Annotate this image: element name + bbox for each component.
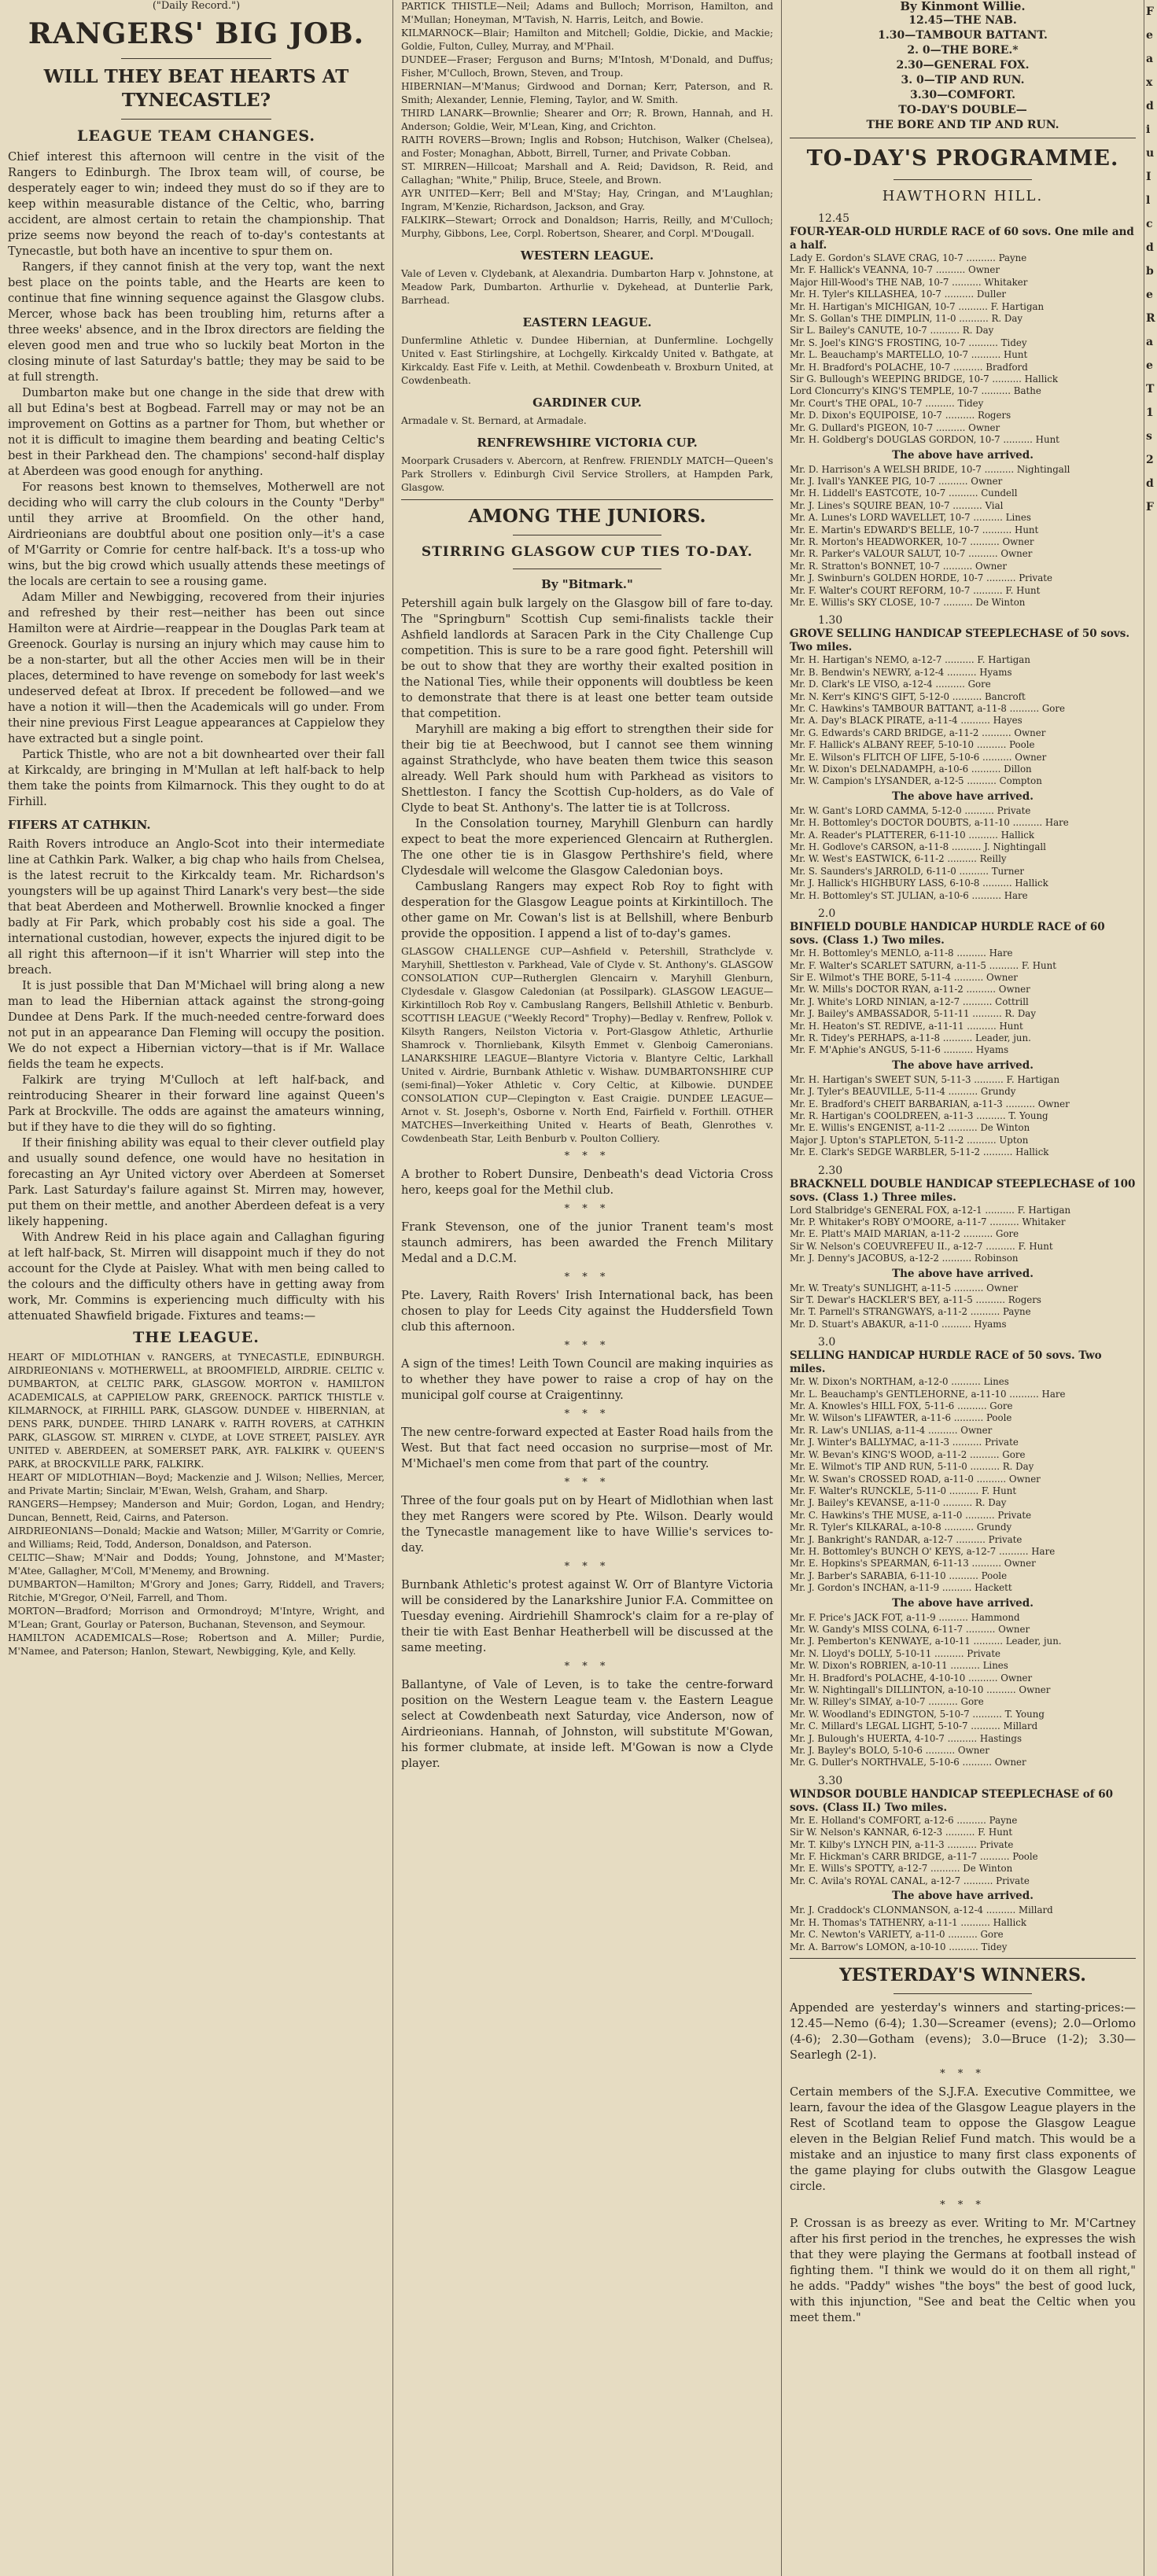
race-entry: Mr. A. Barrow's LOMON, a-10-10 .......... Tidey <box>790 1941 1008 1952</box>
tip-line: 2.30—GENERAL FOX. <box>896 59 1030 72</box>
team-lineup: ST. MIRREN—Hillcoat; Marshall and A. Reid; Davidson, R. Reid, and Callaghan; "White," Philip, Bruce, Steele, and Brown. <box>401 161 773 186</box>
racing-tips <box>790 0 1136 133</box>
race-entry: Mr. F. Hickman's CARR BRIDGE, a-11-7 .......... Poole <box>790 1851 1038 1863</box>
tip-line: 12.45—THE NAB. <box>908 14 1017 27</box>
race-entry: Mr. G. Dullard's PIGEON, 10-7 .......... Owner <box>790 421 1000 433</box>
race-entry: Mr. F. M'Aphie's ANGUS, 5-11-6 .......... Hyams <box>790 1044 1009 1056</box>
race-entry: Mr. J. Bayley's BOLO, 5-10-6 .......... Owner <box>790 1745 989 1757</box>
edge-fragments: F e a x d i u I l c d b e R a e T 1 s 2 d F <box>1146 6 1155 513</box>
subheading-fifers: FIFERS AT CATHKIN. <box>8 818 151 832</box>
yesterdays-winners <box>790 1963 1136 2326</box>
race-entry: Mr. J. Ivall's YANKEE PIG, 10-7 .......... Owner <box>790 475 1003 487</box>
race-entry: Mr. H. Bradford's POLACHE, 10-7 .......... Bradford <box>790 361 1028 373</box>
race-entry: Mr. C. Hawkins's THE MUSE, a-11-0 .......... Private <box>790 1509 1032 1521</box>
paragraph: Maryhill are making a big effort to strengthen their side for their big tie at Beechwood, but I cannot see them winning against Strathclyde, who have beaten them twice this season already. Well Park should hum with Parkhead as visitors to Shettleston. I fancy the Scottish Cup-holders, as do Vale of Clyde to beat St. Anthony's. The latter tie is at Tollcross. <box>401 723 773 815</box>
race-entry: Mr. W. Rilley's SIMAY, a-10-7 .......... Gore <box>790 1696 984 1708</box>
race-time: 2.30 <box>818 1164 843 1177</box>
tip-line: THE BORE AND TIP AND RUN. <box>866 119 1059 131</box>
paragraph: P. Crossan is as breezy as ever. Writing to Mr. M'Cartney after his first period in the trenches, he expresses the wish that they were playing the Germans at football instead of fighting them. "I think we would do it on them all right," he adds. "Paddy" wishes "the boys" the best of good luck, with this injunction, "See and beat the Celtic when you meet them." <box>790 2216 1136 2324</box>
race-entry: Mr. R. Tidey's PERHAPS, a-11-8 .......... Leader, jun. <box>790 1032 1031 1043</box>
race-entry: Mr. F. Price's JACK FOT, a-11-9 .......... Hammond <box>790 1611 1020 1623</box>
race-entry: Mr. J. Tyler's BEAUVILLE, 5-11-4 .......... Grundy <box>790 1086 1016 1098</box>
tip-line: 3.30—COMFORT. <box>910 89 1015 101</box>
programme-heading: TO-DAY'S PROGRAMME. <box>806 146 1119 171</box>
race <box>790 907 1136 1159</box>
race-entry: Sir W. Nelson's COEUVREFEU II., a-12-7 .......... F. Hunt <box>790 1240 1053 1252</box>
paragraph: It is just possible that Dan M'Michael will bring along a new man to lead the Hibernian attack against the strong-going Dundee at Dens Park. If the much-needed centre-forward does not put in an appearance Dan Fleming will occupy the position. We do not expect a Hibernian victory—that is if Mr. Wallace fields the team he expects. <box>8 979 385 1071</box>
race-entry: Mr. E. Clark's SEDGE WARBLER, 5-11-2 .......... Hallick <box>790 1146 1049 1158</box>
race-entry: Mr. W. Nightingall's DILLINTON, a-10-10 .......... Owner <box>790 1684 1051 1695</box>
race-entry: Mr. H. Hartigan's NEMO, a-12-7 .......... F. Hartigan <box>790 654 1030 666</box>
race-entry: Mr. G. Edwards's CARD BRIDGE, a-11-2 .......... Owner <box>790 727 1046 738</box>
team-lineup: DUNDEE—Fraser; Ferguson and Burns; M'Intosh, M'Donald, and Duffus; Fisher, M'Culloch, Brown, Steven, and Troup. <box>401 54 773 79</box>
race-entry: Mr. H. Hartigan's MICHIGAN, 10-7 .......... F. Hartigan <box>790 300 1045 312</box>
race-time: 12.45 <box>818 212 850 225</box>
race-entry: Mr. W. Gant's LORD CAMMA, 5-12-0 .......... Private <box>790 804 1031 816</box>
programme-venue: HAWTHORN HILL. <box>882 188 1044 204</box>
heading-the-league: THE LEAGUE. <box>133 1329 260 1346</box>
race-entry: Mr. W. Dixon's ROBRIEN, a-10-11 .......... Lines <box>790 1660 1008 1672</box>
divider <box>894 179 1032 180</box>
race-entry: Mr. H. Goldberg's DOUGLAS GORDON, 10-7 .......... Hunt <box>790 434 1059 446</box>
paragraph: In the Consolation tourney, Maryhill Glenburn can hardly expect to beat the more experienced Glencairn at Rutherglen. The one other tie is in Glasgow Perthshire's field, where Clydesdale will welcome the Glasgow Caledonian boys. <box>401 817 773 878</box>
race-entry: Mr. D. Clark's LE VISO, a-12-4 .......... Gore <box>790 679 991 690</box>
team-lineup: HEART OF MIDLOTHIAN—Boyd; Mackenzie and J. Wilson; Nellies, Mercer, and Private Martin; Sinclair, M'Ewan, Welsh, Graham, and Sharp. <box>8 1472 385 1496</box>
separator-stars: * * * <box>564 1408 610 1420</box>
race-entry: Major J. Upton's STAPLETON, 5-11-2 .......... Upton <box>790 1134 1029 1146</box>
separator-stars: * * * <box>940 2199 986 2211</box>
paragraph: Dumbarton make but one change in the side that drew with all but Edina's best at Bogbead. Farrell may or may not be an improvement on Gottins as a partner for Thom, but whether or not it is difficult to imagine them bearding and beating Celtic's best in their Parkhead den. The champions' second-half display at Aberdeen was good enough for anything. <box>8 386 385 478</box>
team-lineup: RAITH ROVERS—Brown; Inglis and Robson; Hutchison, Walker (Chelsea), and Foster; Monaghan, Abbott, Birrell, Turner, and Private Cobban. <box>401 134 773 159</box>
race-entry: Mr. A. Knowles's HILL FOX, 5-11-6 .......... Gore <box>790 1400 1013 1412</box>
race-time: 3.30 <box>818 1774 843 1787</box>
race-entry: Mr. W. Bevan's KING'S WOOD, a-11-2 .......... Gore <box>790 1448 1026 1460</box>
race-entry: Mr. W. Dixon's NORTHAM, a-12-0 .......... Lines <box>790 1376 1009 1388</box>
race-entry: Mr. J. Denny's JACOBUS, a-12-2 .......... Robinson <box>790 1253 1019 1264</box>
race-entry: Mr. J. Craddock's CLONMANSON, a-12-4 .......... Millard <box>790 1904 1053 1916</box>
league-fixtures <box>8 1327 385 1658</box>
race-entry: Mr. L. Beauchamp's GENTLEHORNE, a-11-10 .......... Hare <box>790 1388 1066 1400</box>
race-entry: Mr. R. Hartigan's COOLDREEN, a-11-3 .......... T. Young <box>790 1110 1048 1121</box>
arrived-marker: The above have arrived. <box>892 1596 1034 1610</box>
race-card <box>790 212 1136 1953</box>
separator-stars: * * * <box>940 2067 986 2080</box>
tip-line: 3. 0—TIP AND RUN. <box>901 74 1025 86</box>
race-time: 1.30 <box>818 614 843 627</box>
race-title: BRACKNELL DOUBLE HANDICAP STEEPLECHASE of 100 sovs. (Class 1.) Three miles. <box>790 1177 1136 1204</box>
paragraph: Chief interest this afternoon will centre in the visit of the Rangers to Edinburgh. The Ibrox team will, of course, be desperately eager to win; indeed they must do so if they are to keep within measurable distance of the Celtic, who, barring accident, are almost certain to retain the championship. That prize seems now beyond the reach of to-day's contestants at Tynecastle, but both have an incentive to spur them on. <box>8 150 385 258</box>
league-heading: WESTERN LEAGUE. <box>520 248 654 263</box>
race-entry: Mr. C. Newton's VARIETY, a-11-0 .......... Gore <box>790 1929 1004 1941</box>
race-entry: Mr. H. Thomas's TATHENRY, a-11-1 .......... Hallick <box>790 1916 1026 1928</box>
paragraph: With Andrew Reid in his place again and Callaghan figuring at left half-back, St. Mirren will disappoint much if they do not account for the Clyde at Paisley. What with men being called to the colours and the difficulty others have in getting away from work, Mr. Commins is experiencing much difficulty with his attenuated Shawfield brigade. Fixtures and teams:— <box>8 1231 385 1323</box>
race-entry: Mr. J. Lines's SQUIRE BEAN, 10-7 .......... Vial <box>790 499 1004 511</box>
paragraph: If their finishing ability was equal to their clever outfield play and usually sound defence, one would have no hesitation in forecasting an Ayr United victory over Aberdeen at Somerset Park. Last Saturday's failure against St. Mirren may, however, put them on their mettle, and another Aberdeen defeat is a very likely happening. <box>8 1136 385 1228</box>
race-entry: Mr. F. Hallick's ALBANY REEF, 5-10-10 .......... Poole <box>790 739 1035 751</box>
article-juniors <box>401 505 773 1772</box>
race-entry: Mr. Court's THE OPAL, 10-7 .......... Tidey <box>790 397 984 409</box>
race-entry: Mr. W. Campion's LYSANDER, a-12-5 .......... Compton <box>790 775 1042 787</box>
race-time: 3.0 <box>818 1336 836 1349</box>
race-entry: Mr. H. Bradford's POLACHE, 4-10-10 .......... Owner <box>790 1672 1033 1684</box>
race-entry: Mr. T. Kilby's LYNCH PIN, a-11-3 .......... Private <box>790 1838 1014 1850</box>
team-lineup: HAMILTON ACADEMICALS—Rose; Robertson and A. Miller; Purdie, M'Namee, and Paterson; Hanlon, Stewart, Newbigging, Kyle, and Kelly. <box>8 1632 385 1657</box>
race-entry: Mr. H. Bottomley's MENLO, a-11-8 .......... Hare <box>790 948 1013 959</box>
column-3 <box>782 0 1144 2576</box>
paragraph: Falkirk are trying M'Culloch at left half-back, and reintroducing Shearer in their forward line against Queen's Park at Brockville. The odds are against the amateurs winning, but if they have to die they will do so fighting. <box>8 1073 385 1134</box>
race-entry: Mr. W. West's EASTWICK, 6-11-2 .......... Reilly <box>790 853 1007 865</box>
race-entry: Mr. E. Wills's SPOTTY, a-12-7 .......... De Winton <box>790 1863 1013 1875</box>
race-entry: Mr. J. Hallick's HIGHBURY LASS, 6-10-8 .......... Hallick <box>790 878 1048 889</box>
race-entry: Mr. W. Gandy's MISS COLNA, 6-11-7 .......... Owner <box>790 1623 1030 1635</box>
race-entry: Mr. C. Avila's ROYAL CANAL, a-12-7 .......... Private <box>790 1875 1030 1886</box>
arrived-marker: The above have arrived. <box>892 789 1034 803</box>
other-leagues <box>401 247 773 495</box>
headline-juniors: AMONG THE JUNIORS. <box>468 506 706 527</box>
winners-heading: YESTERDAY'S WINNERS. <box>839 1964 1086 1985</box>
note: Burnbank Athletic's protest against W. Orr of Blantyre Victoria will be considered by the Lanarkshire Junior F.A. Committee on Tuesday evening. Airdriehill Shamrock's claim for a re-play of their tie with East Benhar Heatherbell will be discussed at the same meeting. <box>401 1578 773 1654</box>
race-entry: Mr. E. Holland's COMFORT, a-12-6 .......... Payne <box>790 1814 1018 1826</box>
league-teams-continued <box>401 0 773 241</box>
race-entry: Mr. W. Dixon's DELNADAMPH, a-10-6 .......... Dillon <box>790 764 1032 775</box>
paragraph: Certain members of the S.J.F.A. Executive Committee, we learn, favour the idea of the Glasgow League players in the Rest of Scotland team to oppose the Glasgow League eleven in the Belgian Relief Fund match. This would be a mistake and an injustice to many first class exponents of the game playing for clubs outwith the Glasgow League circle. <box>790 2085 1136 2193</box>
race-entry: Mr. F. Walter's SCARLET SATURN, a-11-5 .......... F. Hunt <box>790 959 1056 971</box>
race-entry: Lady E. Gordon's SLAVE CRAG, 10-7 .......... Payne <box>790 252 1027 263</box>
league-fixtures: Vale of Leven v. Clydebank, at Alexandria. Dumbarton Harp v. Johnstone, at Meadow Park, Dumbarton. Arthurlie v. Dykehead, at Dunterlie Park, Barrhead. <box>401 268 773 306</box>
paragraph: Adam Miller and Newbigging, recovered from their injuries and refreshed by their rest—neither has been out since Hamilton were at Airdrie—reappear in the Douglas Park team at Greenock. Gourlay is nursing an injury which may cause him to be a non-starter, but all the other Accies men will be in their places, determined to have revenge on somebody for last week's undeserved defeat at Ibrox. If precedent be followed—and we have a notion it will—then the Academicals will go under. From their nine previous First League appearances at Cappielow they have extracted but a single point. <box>8 591 385 745</box>
race-entry: Sir T. Dewar's HACKLER'S BEY, a-11-5 .......... Rogers <box>790 1294 1041 1306</box>
race-entry: Mr. H. Liddell's EASTCOTE, 10-7 .......... Cundell <box>790 488 1018 499</box>
race-entry: Mr. C. Millard's LEGAL LIGHT, 5-10-7 .......... Millard <box>790 1720 1038 1732</box>
note: Pte. Lavery, Raith Rovers' Irish International back, has been chosen to play for Leeds City against the Huddersfield Town club this afternoon. <box>401 1289 773 1334</box>
race-entry: Mr. G. Duller's NORTHVALE, 5-10-6 .......... Owner <box>790 1757 1026 1768</box>
league-fixtures: Dunfermline Athletic v. Dundee Hibernian, at Dunfermline. Lochgelly United v. East Stirlingshire, at Lochgelly. Kirkcaldy United v. Bathgate, at Kirkcaldy. East Fife v. Leith, at Methil. Cowdenbeath v. Broxburn United, at Cowdenbeath. <box>401 335 773 386</box>
divider <box>790 1958 1136 1959</box>
race-entry: Mr. F. Hallick's VEANNA, 10-7 .......... Owner <box>790 264 1000 276</box>
race <box>790 212 1136 609</box>
race-entry: Mr. P. Whitaker's ROBY O'MOORE, a-11-7 .......... Whitaker <box>790 1216 1066 1227</box>
race-entry: Mr. W. Swan's CROSSED ROAD, a-11-0 .......... Owner <box>790 1473 1041 1485</box>
paragraph: Appended are yesterday's winners and starting-prices:— 12.45—Nemo (6-4); 1.30—Screamer (evens); 2.0—Orlomo (4-6); 2.30—Gotham (evens); 3.0—Bruce (1-2); 3.30—Searlegh (2-1). <box>790 2000 1136 2062</box>
race-entry: Mr. H. Hartigan's SWEET SUN, 5-11-3 .......... F. Hartigan <box>790 1073 1060 1085</box>
race-entry: Sir W. Nelson's KANNAR, 6-12-3 .......... F. Hunt <box>790 1827 1013 1838</box>
note: A sign of the times! Leith Town Council are making inquiries as to whether they have power to raise a crop of hay on the municipal golf course at Craigentinny. <box>401 1357 773 1402</box>
subheadline-juniors: STIRRING GLASGOW CUP TIES TO-DAY. <box>421 544 754 560</box>
race-entry: Mr. J. Bankright's RANDAR, a-12-7 .......... Private <box>790 1533 1023 1545</box>
team-lineup: DUMBARTON—Hamilton; M'Grory and Jones; Garry, Riddell, and Travers; Ritchie, M'Gregor, O'Neil, Farrell, and Thom. <box>8 1579 385 1603</box>
race-entry: Lord Stalbridge's GENERAL FOX, a-12-1 .......... F. Hartigan <box>790 1204 1071 1216</box>
race-title: BINFIELD DOUBLE HANDICAP HURDLE RACE of 60 sovs. (Class 1.) Two miles. <box>790 921 1105 948</box>
race-entry: Mr. A. Reader's PLATTERER, 6-11-10 .......... Hallick <box>790 829 1035 841</box>
race <box>790 613 1136 902</box>
league-heading: EASTERN LEAGUE. <box>522 315 652 329</box>
race-entry: Mr. J. Gordon's INCHAN, a-11-9 .......... Hackett <box>790 1582 1012 1594</box>
tip-line: TO-DAY'S DOUBLE— <box>898 104 1027 116</box>
race-entry: Mr. S. Joel's KING'S FROSTING, 10-7 .......... Tidey <box>790 337 1027 348</box>
race-entry: Mr. R. Law's UNLIAS, a-11-4 .......... Owner <box>790 1424 993 1436</box>
tip-line: 1.30—TAMBOUR BATTANT. <box>878 29 1048 42</box>
team-lineup: FALKIRK—Stewart; Orrock and Donaldson; Harris, Reilly, and M'Culloch; Murphy, Gibbons, Lee, Corpl. Robertson, Shearer, and Corpl. M'Dougall. <box>401 215 773 239</box>
race-time: 2.0 <box>818 907 836 921</box>
race-entry: Sir E. Wilmot's THE BORE, 5-11-4 .......... Owner <box>790 971 1018 983</box>
race-entry: Mr. C. Hawkins's TAMBOUR BATTANT, a-11-8 .......... Gore <box>790 703 1066 714</box>
arrived-marker: The above have arrived. <box>892 1890 1034 1903</box>
team-lineup: AYR UNITED—Kerr; Bell and M'Stay; Hay, Cringan, and M'Laughlan; Ingram, M'Kenzie, Richardson, Jackson, and Gray. <box>401 188 773 212</box>
team-lineup: CELTIC—Shaw; M'Nair and Dodds; Young, Johnstone, and M'Master; M'Atee, Gallagher, M'Coll, M'Menemy, and Browning. <box>8 1552 385 1577</box>
race-entry: Mr. H. Tyler's KILLASHEA, 10-7 .......... Duller <box>790 289 1007 300</box>
subheadline-rangers: WILL THEY BEAT HEARTS AT TYNECASTLE? <box>43 66 349 111</box>
race-entry: Mr. J. Bailey's KEVANSE, a-11-0 .......... R. Day <box>790 1497 1007 1509</box>
tip-line: 2. 0—THE BORE.* <box>907 44 1019 57</box>
divider <box>401 499 773 500</box>
race-entry: Mr. E. Wilmot's TIP AND RUN, 5-11-0 .......... R. Day <box>790 1461 1034 1473</box>
race-entry: Mr. W. Wilson's LIFAWTER, a-11-6 .......... Poole <box>790 1412 1012 1424</box>
separator-stars: * * * <box>564 1661 610 1673</box>
arrived-marker: The above have arrived. <box>892 448 1034 462</box>
league-heading: RENFREWSHIRE VICTORIA CUP. <box>477 436 698 450</box>
divider <box>121 119 272 120</box>
race-entry: Mr. D. Harrison's A WELSH BRIDE, 10-7 .......... Nightingall <box>790 463 1070 475</box>
race-entry: Mr. W. Woodland's EDINGTON, 5-10-7 .......... T. Young <box>790 1708 1045 1720</box>
separator-stars: * * * <box>564 1271 610 1283</box>
paragraph: Rangers, if they cannot finish at the very top, want the next best place on the points table, and the Hearts are keen to continue that fine winning sequence against the Glasgow clubs. Mercer, whose back has been troubling him, returns after a three weeks' absence, and in the Ibrox directors are fielding the eleven good men and true who so luckily beat Morton in the closing minute of last Saturday's battle; they may be said to be at full strength. <box>8 260 385 384</box>
note: Frank Stevenson, one of the junior Tranent team's most staunch admirers, has been awarded the French Military Medal and a D.C.M. <box>401 1220 773 1265</box>
league-fixtures: Moorpark Crusaders v. Abercorn, at Renfrew. FRIENDLY MATCH—Queen's Park Strollers v. Edinburgh Civil Service Strollers, at Hampden Park, Glasgow. <box>401 455 773 493</box>
paragraph: For reasons best known to themselves, Motherwell are not deciding who will carry the club colours in the County "Derby" until they arrive at Broomfield. On the other hand, Airdrieonians are doubtful about one position only—it's a case of M'Garrity or Comrie for centre half-back. It's a toss-up who wins, but the big crowd which usually attends these meetings of the locals are certain to see a rousing game. <box>8 480 385 588</box>
note: A brother to Robert Dunsire, Denbeath's dead Victoria Cross hero, keeps goal for the Methil club. <box>401 1168 773 1197</box>
note: Ballantyne, of Vale of Leven, is to take the centre-forward position on the Western League team v. the Eastern League select at Cowdenbeath next Saturday, vice Anderson, now of Airdrieonians. Hannah, of Johnston, will substitute M'Gowan, his former clubmate, at inside left. M'Gowan is now a Clyde player. <box>401 1678 773 1770</box>
race-entry: Mr. E. Hopkins's SPEARMAN, 6-11-13 .......... Owner <box>790 1558 1036 1570</box>
race <box>790 1335 1136 1769</box>
race-entry: Mr. J. Barber's SARABIA, 6-11-10 .......... Poole <box>790 1570 1008 1581</box>
race-entry: Mr. J. Bulough's HUERTA, 4-10-7 .......... Hastings <box>790 1732 1023 1744</box>
team-lineup: THIRD LANARK—Brownlie; Shearer and Orr; R. Brown, Hannah, and H. Anderson; Goldie, Weir, M'Lean, King, and Crichton. <box>401 108 773 132</box>
race-entry: Mr. F. Walter's RUNCKLE, 5-11-0 .......... F. Hunt <box>790 1485 1017 1496</box>
race-entry: Mr. A. Lunes's LORD WAVELLET, 10-7 .......... Lines <box>790 512 1031 524</box>
race-entry: Mr. L. Beauchamp's MARTELLO, 10-7 .......... Hunt <box>790 349 1028 361</box>
race-title: FOUR-YEAR-OLD HURDLE RACE of 60 sovs. One mile and a half. <box>790 226 1134 252</box>
race-entry: Mr. R. Tyler's KILKARAL, a-10-8 .......... Grundy <box>790 1522 1012 1533</box>
race-title: WINDSOR DOUBLE HANDICAP STEEPLECHASE of 60 sovs. (Class II.) Two miles. <box>790 1787 1114 1814</box>
race-entry: Mr. A. Day's BLACK PIRATE, a-11-4 .......... Hayes <box>790 715 1023 727</box>
team-lineup: KILMARNOCK—Blair; Hamilton and Mitchell; Goldie, Dickie, and Mackie; Goldie, Fulton, Culley, Murray, and M'Phail. <box>401 28 773 52</box>
race-entry: Mr. J. Pemberton's KENWAYE, a-10-11 .......... Leader, jun. <box>790 1636 1062 1647</box>
paragraph: Raith Rovers introduce an Anglo-Scot into their intermediate line at Cathkin Park. Walker, a big chap who hails from Chelsea, is the latest recruit to the Kirkcaldy team. Mr. Richardson's youngsters will be up against Third Lanark's very best—the side that beat Aberdeen and Motherwell. Brownlie knocked a finger badly at Fir Park, which probably cost his side a goal. The international custodian, however, expects the injured digit to be all right this afternoon—if it isn't Wharrier will step into the breach. <box>8 837 385 977</box>
race-entry: Sir G. Bullough's WEEPING BRIDGE, 10-7 .......... Hallick <box>790 374 1058 385</box>
race-entry: Mr. R. Parker's VALOUR SALUT, 10-7 .......... Owner <box>790 548 1033 560</box>
race-entry: Mr. H. Heaton's ST. REDIVE, a-11-11 .......... Hunt <box>790 1020 1023 1032</box>
note: The new centre-forward expected at Easter Road hails from the West. But that fact need occasion no surprise—most of Mr. M'Michael's men come from that part of the country. <box>401 1426 773 1470</box>
race-entry: Mr. F. Walter's COURT REFORM, 10-7 .......... F. Hunt <box>790 584 1041 596</box>
race-entry: Mr. T. Parnell's STRANGWAYS, a-11-2 .......... Payne <box>790 1306 1031 1318</box>
team-lineup: AIRDRIEONIANS—Donald; Mackie and Watson; Miller, M'Garrity or Comrie, and Williams; Reid, Todd, Anderson, Donaldson, and Paterson. <box>8 1525 385 1550</box>
article-rangers <box>8 16 385 810</box>
league-heading: GARDINER CUP. <box>532 396 642 410</box>
race-entry: Mr. R. Morton's HEADWORKER, 10-7 .......... Owner <box>790 535 1034 547</box>
race-entry: Mr. E. Wilson's FLITCH OF LIFE, 5-10-6 .......... Owner <box>790 751 1047 763</box>
race-entry: Lord Cloncurry's KING'S TEMPLE, 10-7 .......... Bathe <box>790 385 1041 397</box>
race-entry: Mr. N. Lloyd's DOLLY, 5-10-11 .......... Private <box>790 1647 1001 1659</box>
byline: By "Bitmark." <box>541 577 633 591</box>
separator-stars: * * * <box>564 1340 610 1352</box>
arrived-marker: The above have arrived. <box>892 1058 1034 1072</box>
race <box>790 1164 1136 1331</box>
race-entry: Mr. H. Bottomley's ST. JULIAN, a-10-6 .......... Hare <box>790 889 1028 901</box>
race-title: GROVE SELLING HANDICAP STEEPLECHASE of 50 sovs. Two miles. <box>790 627 1130 654</box>
paragraph: Petershill again bulk largely on the Glasgow bill of fare to-day. The "Springburn" Scottish Cup semi-finalists tackle their Ashfield landlords at Saracen Park in the City Challenge Cup competition. This is sure to be a rare good fight. Petershill will be out to show that they are worthy their exalted position in the National Ties, while their opponents will doubtless be keen to demonstrate that there is at least one better team outside that competition. <box>401 597 773 720</box>
race-entry: Major Hill-Wood's THE NAB, 10-7 .......... Whitaker <box>790 276 1028 288</box>
note: Three of the four goals put on by Heart of Midlothian when last they met Rangers were scored by Pte. Wilson. Dearly would the Tynecastle management like to have Willie's services to-day. <box>401 1494 773 1555</box>
separator-stars: * * * <box>564 1150 610 1162</box>
race-entry: Mr. W. Treaty's SUNLIGHT, a-11-5 .......... Owner <box>790 1282 1019 1294</box>
team-lineup: HIBERNIAN—M'Manus; Girdwood and Dornan; Kerr, Paterson, and R. Smith; Alexander, Lennie, Fleming, Taylor, and W. Smith. <box>401 81 773 105</box>
column-1 <box>0 0 393 2576</box>
race-entry: Mr. R. Stratton's BONNET, 10-7 .......... Owner <box>790 560 1007 572</box>
divider <box>121 58 272 59</box>
race-entry: Mr. J. Bailey's AMBASSADOR, 5-11-11 .......... R. Day <box>790 1008 1036 1020</box>
team-lineup: RANGERS—Hempsey; Manderson and Muir; Gordon, Logan, and Hendry; Duncan, Bennett, Reid, Cairns, and Paterson. <box>8 1499 385 1523</box>
tips-byline: By Kinmont Willie. <box>900 0 1026 13</box>
junior-fixtures: GLASGOW CHALLENGE CUP—Ashfield v. Petershill, Strathclyde v. Maryhill, Shettleston v. Parkhead, Vale of Clyde v. St. Anthony's. GLASGOW CONSOLATION CUP—Rutherglen Glencairn v. Maryhill Glenburn, Clydesdale v. Glasgow Caledonian (at Possilpark). GLASGOW LEAGUE—Kirkintilloch Rob Roy v. Cambuslang Rangers, Bellshill Athletic v. Benburb. SCOTTISH LEAGUE ("Weekly Record" Trophy)—Bedlay v. Renfrew, Pollok v. Kilsyth Rangers, Neilston Victoria v. Port-Glasgow Athletic, Arthurlie Shamrock v. Thornliebank, Kilsyth Emmet v. Glenboig Cameronians. LANARKSHIRE LEAGUE—Blantyre Victoria v. Blantyre Celtic, Larkhall United v. Airdrie, Burnbank Athletic v. Wishaw. DUMBARTONSHIRE CUP (semi-final)—Yoker Athletic v. Cory Celtic, at Kilbowie. DUNDEE CONSOLATION CUP—Clepington v. East Craigie. DUNDEE LEAGUE—Arnot v. St. Joseph's, Osborne v. North End, Fairfield v. Forthill. OTHER MATCHES—Inverkeithing United v. Hearts of Beath, Glenrothes v. Cowdenbeath Star, Leith Benburb v. Poulton Colliery. <box>401 946 773 1144</box>
race-entry: Mr. J. White's LORD NINIAN, a-12-7 .......... Cottrill <box>790 995 1029 1007</box>
separator-stars: * * * <box>564 1477 610 1489</box>
race-entry: Mr. E. Bradford's CHEIT BARBARIAN, a-11-3 .......... Owner <box>790 1098 1070 1110</box>
race-entry: Mr. E. Willis's ENGENIST, a-11-2 .......... De Winton <box>790 1122 1030 1134</box>
headline-rangers: RANGERS' BIG JOB. <box>28 17 365 50</box>
race-entry: Mr. S. Gollan's THE DIMPLIN, 11-0 .......... R. Day <box>790 313 1023 325</box>
league-fixtures: Armadale v. St. Bernard, at Armadale. <box>401 415 587 426</box>
race-entry: Mr. D. Dixon's EQUIPOISE, 10-7 .......... Rogers <box>790 410 1011 421</box>
race-entry: Mr. H. Bottomley's BUNCH O' KEYS, a-12-7 .......... Hare <box>790 1545 1056 1557</box>
article-fifers <box>8 816 385 1324</box>
team-lineup: PARTICK THISTLE—Neil; Adams and Bulloch; Morrison, Hamilton, and M'Mullan; Honeyman, M'Tavish, N. Harris, Leitch, and Bowie. <box>401 1 773 25</box>
paragraph: Partick Thistle, who are not a bit downhearted over their fall at Kirkcaldy, are bringing in M'Mullan at left half-back to help them take the points from Kilmarnock. This they ought to do at Firhill. <box>8 748 385 808</box>
race-title: SELLING HANDICAP HURDLE RACE of 50 sovs. Two miles. <box>790 1349 1102 1376</box>
race-entry: Mr. B. Bendwin's NEWRY, a-12-4 .......... Hyams <box>790 666 1012 678</box>
race-entry: Mr. E. Willis's SKY CLOSE, 10-7 .......... De Winton <box>790 596 1026 608</box>
race-entry: Mr. N. Kerr's KING'S GIFT, 5-12-0 .......... Bancroft <box>790 690 1026 702</box>
masthead-credit: ("Daily Record.") <box>152 0 241 12</box>
separator-stars: * * * <box>564 1203 610 1215</box>
team-lineup: MORTON—Bradford; Morrison and Ormondroyd; M'Intyre, Wright, and M'Lean; Grant, Gourlay or Paterson, Buchanan, Stevenson, and Seymour. <box>8 1606 385 1630</box>
race-entry: Mr. W. Mills's DOCTOR RYAN, a-11-2 .......... Owner <box>790 984 1030 995</box>
separator-stars: * * * <box>564 1561 610 1573</box>
column-2 <box>393 0 782 2576</box>
race-entry: Mr. E. Platt's MAID MARIAN, a-11-2 .......... Gore <box>790 1228 1019 1240</box>
adjacent-page-edge <box>1144 0 1157 2576</box>
fixture-list: HEART OF MIDLOTHIAN v. RANGERS, at TYNECASTLE, EDINBURGH. AIRDRIEONIANS v. MOTHERWELL, at BROOMFIELD, AIRDRIE. CELTIC v. DUMBARTON, at CELTIC PARK, GLASGOW. MORTON v. HAMILTON ACADEMICALS, at CAPPIELOW PARK, GREENOCK. PARTICK THISTLE v. KILMARNOCK, at FIRHILL PARK, GLASGOW. DUNDEE v. HIBERNIAN, at DENS PARK, DUNDEE. THIRD LANARK v. RAITH ROVERS, at CATHKIN PARK, GLASGOW. ST. MIRREN v. CLYDE, at LOVE STREET, PAISLEY. AYR UNITED v. ABERDEEN, at SOMERSET PARK, AYR. FALKIRK v. QUEEN'S PARK, at BROCKVILLE PARK, FALKIRK. <box>8 1352 385 1470</box>
race-entry: Mr. J. Winter's BALLYMAC, a-11-3 .......... Private <box>790 1437 1019 1448</box>
divider <box>894 1993 1032 1994</box>
race-entry: Sir L. Bailey's CANUTE, 10-7 .......... R. Day <box>790 325 994 337</box>
race-entry: Mr. H. Bottomley's DOCTOR DOUBTS, a-11-10 .......... Hare <box>790 817 1069 829</box>
race-entry: Mr. D. Stuart's ABAKUR, a-11-0 .......... Hyams <box>790 1318 1007 1330</box>
race-entry: Mr. E. Martin's EDWARD'S BELLE, 10-7 .......... Hunt <box>790 524 1039 535</box>
race <box>790 1774 1136 1953</box>
paragraph: Cambuslang Rangers may expect Rob Roy to fight with desperation for the Glasgow League points at Kirkintilloch. The other game on Mr. Cowan's list is at Bellshill, where Benburb provide the opposition. I append a list of to-day's games. <box>401 880 773 940</box>
arrived-marker: The above have arrived. <box>892 1267 1034 1280</box>
race-entry: Mr. J. Swinburn's GOLDEN HORDE, 10-7 .......... Private <box>790 572 1052 584</box>
race-entry: Mr. S. Saunders's JARROLD, 6-11-0 .......... Turner <box>790 865 1025 877</box>
race-entry: Mr. H. Godlove's CARSON, a-11-8 .......... J. Nightingall <box>790 841 1046 853</box>
section-heading: LEAGUE TEAM CHANGES. <box>76 127 316 145</box>
